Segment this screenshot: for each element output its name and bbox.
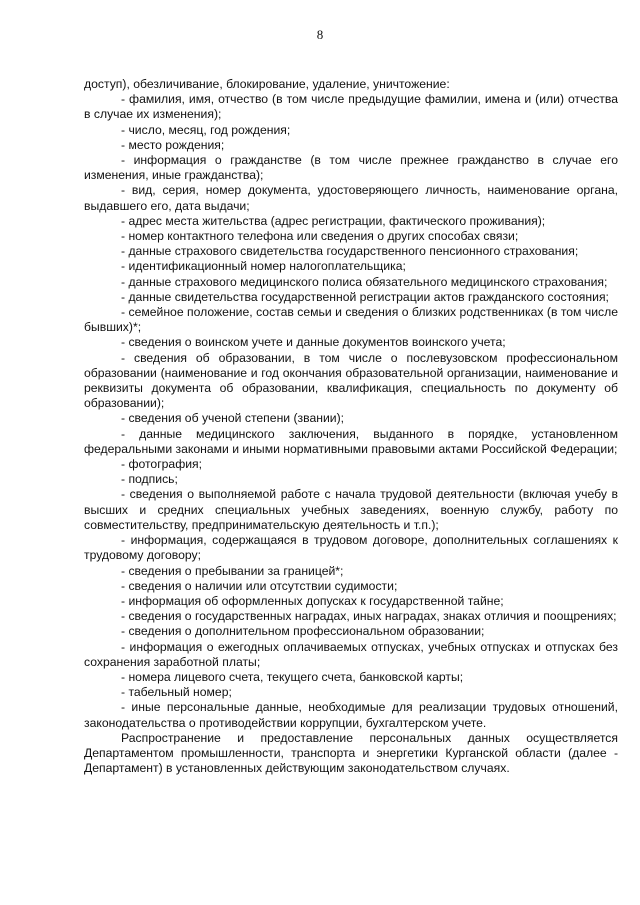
list-item: - номер контактного телефона или сведения о других способах связи; (121, 229, 519, 244)
list-item: - фамилия, имя, отчество (в том числе предыдущие фамилии, имена и (или) отчества в случае их изменения); (84, 92, 618, 122)
list-item: - информация об оформленных допусках к государственной тайне; (121, 593, 504, 608)
list-item: - сведения об ученой степени (звании); (121, 411, 345, 426)
list-item: - фотография; (121, 457, 203, 472)
list-item: - информация о ежегодных оплачиваемых отпусках, учебных отпусках и отпусках без сохранения заработной платы; (84, 639, 618, 669)
list-item: - иные персональные данные, необходимые для реализации трудовых отношений, законодательства о противодействии коррупции, бухгалтерском учете. (84, 700, 618, 730)
list-item: доступ), обезличивание, блокирование, удаление, уничтожение: (84, 77, 450, 91)
list-item: - номера лицевого счета, текущего счета, банковской карты; (121, 669, 464, 684)
list-item: - число, месяц, год рождения; (121, 122, 291, 137)
list-item: - сведения о пребывании за границей*; (121, 563, 344, 578)
list-item: - сведения о выполняемой работе с начала трудовой деятельности (включая учебу в высших и средних специальных учебных заведениях, военную службу, работу по совместительству, предпринимательскую деятельность и т.п.); (84, 487, 618, 532)
list-item: - сведения о наличии или отсутствии судимости; (121, 578, 398, 593)
list-item: - адрес места жительства (адрес регистрации, фактического проживания); (121, 213, 546, 228)
list-item: - данные свидетельства государственной регистрации актов гражданского состояния; (121, 289, 609, 304)
list-item: - сведения об образовании, в том числе о послевузовском профессиональном образовании (наименование и год окончания образовательной организации, наименование и реквизиты документа об образовании, квалификация, специальность по документу об образовании); (84, 350, 618, 411)
list-item: - данные страхового медицинского полиса обязательного медицинского страхования; (121, 274, 608, 289)
list-item: - сведения о государственных наградах, иных наградах, знаках отличия и поощрениях; (121, 609, 617, 624)
list-item: - сведения о дополнительном профессиональном образовании; (121, 624, 485, 639)
list-item: - табельный номер; (121, 685, 232, 700)
closing-paragraph: Распространение и предоставление персональных данных осуществляется Департаментом промышленности, транспорта и энергетики Курганской области (далее - Департамент) в установленных действующим законодательством случаях. (84, 730, 618, 776)
list-item: - данные страхового свидетельства государственного пенсионного страхования; (121, 244, 579, 259)
list-item: - вид, серия, номер документа, удостоверяющего личность, наименование органа, выдавшего его, дата выдачи; (84, 183, 618, 213)
list-item: - сведения о воинском учете и данные документов воинского учета; (121, 335, 506, 350)
list-item: - информация о гражданстве (в том числе прежнее гражданство в случае его изменения, иные гражданства); (84, 153, 618, 183)
list-item: - подпись; (121, 472, 178, 487)
list-item: - данные медицинского заключения, выданного в порядке, установленном федеральными законами и иными нормативными правовыми актами Российской Федерации; (84, 426, 618, 456)
document-body (84, 77, 618, 776)
list-item: - место рождения; (121, 137, 225, 152)
list-item: - идентификационный номер налогоплательщика; (121, 259, 406, 274)
page-number: 8 (316, 27, 324, 42)
list-item: - семейное положение, состав семьи и сведения о близких родственниках (в том числе бывших)*; (84, 305, 618, 335)
list-item: - информация, содержащаяся в трудовом договоре, дополнительных соглашениях к трудовому договору; (84, 533, 618, 563)
